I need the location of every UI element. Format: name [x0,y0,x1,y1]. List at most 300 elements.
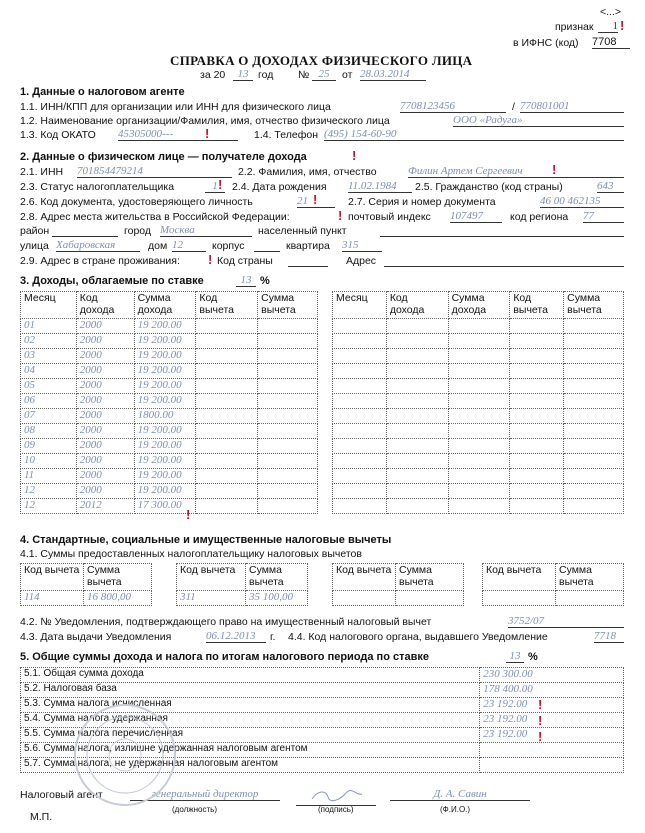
s4-notice: 3752/07 [508,615,624,628]
col-ded-code: Код вычета [333,564,396,591]
number-label: № [298,69,310,81]
income-sum-cell: 19 200.00 [134,469,196,484]
empty-cell [510,454,564,469]
s2-district-label: район [20,225,50,237]
ded-code [333,591,396,606]
footer-mp: М.П. [30,811,53,823]
s4-org-label: 4.4. Код налогового органа, выдавшего Уведомление [288,631,548,643]
s2-status-label: 2.3. Статус налогоплательщика [20,181,175,193]
empty-cell [448,319,510,334]
month-cell: 05 [21,379,77,394]
col-income-sum: Сумма дохода [448,292,510,319]
empty-cell [564,499,624,514]
deduction-sum-cell [258,379,318,394]
income-code-cell: 2012 [76,499,134,514]
empty-cell [333,499,387,514]
s1-name: ООО «Радуга» [453,114,624,127]
s2-korpus-field [254,239,280,252]
income-row-empty [333,364,624,379]
month-cell: 08 [21,424,77,439]
income-row [21,349,318,364]
stamp-icon [70,700,180,810]
month-cell: 09 [21,439,77,454]
deduction-sum-cell [258,349,318,364]
income-code-cell: 2000 [76,349,134,364]
income-row-empty [333,454,624,469]
empty-cell [386,409,448,424]
s4-g: г. [270,631,276,643]
s4-sub: 4.1. Суммы предоставленных налогоплательщику налоговых вычетов [20,548,362,560]
empty-cell [510,499,564,514]
empty-cell [448,379,510,394]
empty-cell [386,319,448,334]
col-month: Месяц [333,292,387,319]
deduction-sum-cell [258,394,318,409]
empty-cell [333,394,387,409]
income-row [21,484,318,499]
income-row-empty [333,334,624,349]
totals-row [21,668,624,683]
s3-rate: 13 [236,274,256,287]
s2-settlement-label: населенный пункт [258,225,347,237]
col-ded-sum: Сумма вычета [246,564,308,591]
deduction-sum-cell [258,424,318,439]
totals-label: 5.7. Сумма налога, не удержанная налоговым агентом [21,758,480,773]
col-ded-code: Код вычета [483,564,556,591]
income-row-empty [333,484,624,499]
empty-cell [510,439,564,454]
income-row [21,364,318,379]
footer-position: генеральный директор [130,788,280,801]
empty-cell [386,424,448,439]
deduction-table-1 [20,563,152,606]
income-sum-cell: 19 200.00 [134,364,196,379]
deduction-code-cell [196,364,258,379]
empty-cell [448,439,510,454]
deduction-table-4 [482,563,624,606]
s1-kpp: 770801001 [520,100,624,113]
col-ded-code: Код вычета [177,564,246,591]
income-row [21,409,318,424]
empty-cell [564,424,624,439]
s2-street: Хабаровская [56,239,140,252]
signature-icon [296,788,376,802]
mark-icon: ! [313,192,318,207]
col-deduction-code: Код вычета [510,292,564,319]
mark-icon: ! [620,18,625,33]
s2-citizen-label: 2.5. Гражданство (код страны) [415,181,563,193]
s2-settlement-field [380,224,624,237]
s2-street-label: улица [20,240,49,252]
col-ded-code: Код вычета [21,564,84,591]
deduction-code-cell [196,424,258,439]
s2-inn: 701854479214 [77,165,232,178]
totals-value: 230 300.00 [480,668,624,683]
month-cell: 07 [21,409,77,424]
deduction-code-cell [196,439,258,454]
deduction-code-cell [196,469,258,484]
month-cell: 10 [21,454,77,469]
mark-icon: ! [552,162,557,177]
s1-okato: 45305000--- [118,128,238,141]
income-row-empty [333,409,624,424]
month-cell: 12 [21,484,77,499]
empty-cell [333,334,387,349]
s1-okato-label: 1.3. Код ОКАТО [20,129,96,141]
s1-name-label: 1.2. Наименование организации/Фамилия, имя, отчество физического лица [20,115,390,127]
empty-cell [386,349,448,364]
s4-org: 7718 [594,630,624,643]
col-income-sum: Сумма дохода [134,292,196,319]
s2-citizen: 643 [597,180,624,193]
ded-code: 311 [177,591,246,606]
s2-district-field [52,224,118,237]
empty-cell [510,364,564,379]
income-row [21,469,318,484]
totals-label: 5.6. Сумма налога, излишне удержанная налоговым агентом [21,743,480,758]
totals-label: 5.5. Сумма налога перечисленная [21,728,480,743]
empty-cell [564,469,624,484]
empty-cell [564,349,624,364]
empty-cell [510,334,564,349]
empty-cell [510,409,564,424]
income-row-empty [333,469,624,484]
empty-cell [448,424,510,439]
deduction-code-cell [196,349,258,364]
s1-inn-label: 1.1. ИНН/КПП для организации или ИНН для физического лица [20,101,331,113]
empty-cell [333,424,387,439]
header-date: 28.03.2014 [360,68,426,81]
month-cell: 12 [21,499,77,514]
mark-icon: ! [338,208,343,223]
s2-city-label: город [124,225,152,237]
s4-date: 06.12.2013 [206,630,266,643]
deduction-table-3 [332,563,464,606]
deduction-sum-cell [258,409,318,424]
s2-country-label: Код страны [217,255,273,267]
totals-value: 178 400.00 [480,683,624,698]
col-income-code: Код дохода [386,292,448,319]
empty-cell [448,409,510,424]
mark-icon: ! [205,126,210,141]
mark-icon: ! [218,177,223,192]
s3-pct: % [260,275,270,287]
s2-fio: Филин Артем Сергеевич [408,165,624,178]
deduction-sum-cell [258,499,318,514]
totals-label: 5.2. Налоговая база [21,683,480,698]
deduction-code-cell [196,319,258,334]
totals-value: 23 192.00 [480,713,624,728]
deduction-code-cell [196,499,258,514]
income-row [21,439,318,454]
ded-sum [556,591,624,606]
empty-cell [448,469,510,484]
col-ded-sum: Сумма вычета [556,564,624,591]
income-row [21,334,318,349]
income-sum-cell: 19 200.00 [134,454,196,469]
deduction-sum-cell [258,364,318,379]
s2-foreign-label: 2.9. Адрес в стране проживания: [20,255,180,267]
ifns-value: 7708 [592,36,630,49]
ded-sum: 35 100,00 [246,591,308,606]
income-row [21,424,318,439]
s1-inn: 7708123456 [400,100,506,113]
s1-phone-label: 1.4. Телефон [254,129,318,141]
income-row [21,454,318,469]
mark-icon: ! [538,729,543,744]
deduction-code-cell [196,334,258,349]
ded-code [483,591,556,606]
month-cell: 04 [21,364,77,379]
income-row-empty [333,349,624,364]
s2-series-label: 2.7. Серия и номер документа [348,196,496,208]
income-code-cell: 2000 [76,379,134,394]
ded-code: 114 [21,591,84,606]
section3-heading: 3. Доходы, облагаемые по ставке [20,275,204,287]
income-sum-cell: 19 200.00 [134,379,196,394]
footer-position-caption: (должность) [172,805,217,814]
empty-cell [386,439,448,454]
year-suffix: год [258,69,274,81]
deduction-sum-cell [258,319,318,334]
empty-cell [333,454,387,469]
empty-cell [510,469,564,484]
empty-cell [564,379,624,394]
empty-cell [333,364,387,379]
income-code-cell: 2000 [76,484,134,499]
footer-fio-caption: (Ф.И.О.) [440,805,471,814]
empty-cell [386,499,448,514]
s2-address-field [384,254,624,267]
s2-series: 46 00 462135 [540,195,624,208]
deduction-sum-cell [258,469,318,484]
s2-status: 1 [205,180,225,193]
s2-dob: 11.02.1984 [348,180,412,193]
s2-korpus-label: корпус [212,240,245,252]
section4-heading: 4. Стандартные, социальные и имущественные налоговые вычеты [20,534,392,546]
ded-sum [396,591,464,606]
empty-cell [333,319,387,334]
month-cell: 03 [21,349,77,364]
mark-icon: ! [186,507,191,522]
s2-index-label: почтовый индекс [348,211,431,223]
income-code-cell: 2000 [76,319,134,334]
income-sum-cell: 17 300.00 [134,499,196,514]
page-title: СПРАВКА О ДОХОДАХ ФИЗИЧЕСКОГО ЛИЦА [170,53,473,68]
deduction-sum-cell [258,334,318,349]
empty-cell [448,349,510,364]
col-income-code: Код дохода [76,292,134,319]
income-sum-cell: 19 200.00 [134,334,196,349]
empty-cell [386,454,448,469]
deduction-table-2 [176,563,308,606]
empty-cell [448,334,510,349]
s2-fio-label: 2.2. Фамилия, имя, отчество [238,166,377,178]
empty-cell [386,364,448,379]
empty-cell [386,484,448,499]
income-sum-cell: 19 200.00 [134,484,196,499]
empty-cell [564,394,624,409]
income-code-cell: 2000 [76,454,134,469]
section5-heading: 5. Общие суммы дохода и налога по итогам налогового периода по ставке [20,651,429,663]
totals-label: 5.3. Сумма налога исчисленная [21,698,480,713]
empty-cell [386,394,448,409]
priznak-value: 1 [598,20,618,33]
s2-inn-label: 2.1. ИНН [20,166,64,178]
col-month: Месяц [21,292,77,319]
income-sum-cell: 19 200.00 [134,424,196,439]
s2-apt: 315 [342,239,382,252]
empty-cell [386,469,448,484]
s2-region: 77 [583,210,624,223]
income-code-cell: 2000 [76,424,134,439]
totals-label: 5.1. Общая сумма дохода [21,668,480,683]
s4-date-label: 4.3. Дата выдачи Уведомления [20,631,172,643]
s5-rate: 13 [506,650,524,663]
income-code-cell: 2000 [76,364,134,379]
month-cell: 11 [21,469,77,484]
mark-icon: ! [538,713,543,728]
s2-house-label: дом [148,240,168,252]
empty-cell [564,319,624,334]
footer-agent-label: Налоговый агент [20,789,103,801]
deduction-sum-cell [258,454,318,469]
section2-heading: 2. Данные о физическом лице — получателе дохода [20,151,307,163]
footer-signature-caption: (подпись) [318,805,354,814]
empty-cell [564,409,624,424]
empty-cell [333,484,387,499]
year-for-label: за 20 [200,69,226,81]
income-row-empty [333,379,624,394]
empty-cell [564,334,624,349]
mark-icon: ! [208,252,213,267]
empty-cell [448,454,510,469]
deduction-code-cell [196,394,258,409]
income-row-empty [333,319,624,334]
empty-cell [333,379,387,394]
empty-cell [448,394,510,409]
date-from-label: от [342,69,353,81]
income-row [21,379,318,394]
s2-city: Москва [160,224,252,237]
month-cell: 06 [21,394,77,409]
totals-value: 23 192.00 [480,698,624,713]
income-row [21,499,318,514]
mark-icon: ! [538,697,543,712]
number-value: 25 [312,68,336,81]
col-ded-sum: Сумма вычета [396,564,464,591]
deduction-code-cell [196,484,258,499]
deduction-code-cell [196,379,258,394]
empty-cell [564,439,624,454]
deduction-sum-cell [258,439,318,454]
income-row [21,394,318,409]
empty-cell [564,364,624,379]
income-code-cell: 2000 [76,469,134,484]
income-table-right [332,291,624,514]
s2-country-field [288,254,328,267]
col-deduction-code: Код вычета [196,292,258,319]
income-table-left [20,291,318,514]
totals-value [480,758,624,773]
empty-cell [386,334,448,349]
empty-cell [386,379,448,394]
empty-cell [510,319,564,334]
footer-fio: Д. А. Савин [390,788,530,801]
s1-phone: (495) 154-60-90 [324,128,624,141]
signature-field [296,788,376,806]
s2-dob-label: 2.4. Дата рождения [232,181,327,193]
s5-pct: % [528,651,538,663]
priznak-label: признак [555,21,594,33]
ifns-label: в ИФНС (код) [513,37,579,49]
deduction-code-cell [196,454,258,469]
income-row-empty [333,499,624,514]
s4-notice-label: 4.2. № Уведомления, подтверждающего право на имущественный налоговый вычет [20,616,432,628]
s2-region-label: код региона [510,211,569,223]
income-code-cell: 2000 [76,409,134,424]
empty-cell [564,484,624,499]
empty-cell [333,409,387,424]
empty-cell [448,364,510,379]
totals-value [480,743,624,758]
s2-addr-label: 2.8. Адрес места жительства в Российской Федерации: [20,211,290,223]
income-sum-cell: 19 200.00 [134,439,196,454]
empty-cell [448,499,510,514]
empty-cell [564,454,624,469]
totals-row [21,683,624,698]
s2-index: 107497 [450,210,502,223]
income-row [21,319,318,334]
empty-cell [510,484,564,499]
empty-cell [333,439,387,454]
income-row-empty [333,439,624,454]
income-code-cell: 2000 [76,394,134,409]
empty-cell [510,394,564,409]
income-code-cell: 2000 [76,439,134,454]
empty-cell [448,484,510,499]
empty-cell [510,379,564,394]
col-deduction-sum: Сумма вычета [258,292,318,319]
income-sum-cell: 19 200.00 [134,349,196,364]
empty-cell [333,349,387,364]
income-sum-cell: 19 200.00 [134,319,196,334]
empty-cell [333,469,387,484]
s2-doc: 21 [297,195,335,208]
s2-house: 12 [172,239,206,252]
income-row-empty [333,394,624,409]
s2-address-label: Адрес [346,255,377,267]
deduction-code-cell [196,409,258,424]
empty-cell [510,349,564,364]
month-cell: 02 [21,334,77,349]
section1-heading: 1. Данные о налоговом агенте [20,86,185,98]
totals-value: 23 192.00 [480,728,624,743]
income-code-cell: 2000 [76,334,134,349]
col-ded-sum: Сумма вычета [84,564,152,591]
mark-icon: ! [352,148,357,163]
s1-slash: / [512,101,515,113]
year-value: 13 [233,68,253,81]
s2-doc-label: 2.6. Код документа, удостоверяющего личность [20,196,253,208]
col-deduction-sum: Сумма вычета [564,292,624,319]
income-sum-cell: 1800.00 [134,409,196,424]
form-code: <...> [600,6,622,18]
month-cell: 01 [21,319,77,334]
ded-sum: 16 800,00 [84,591,152,606]
deduction-sum-cell [258,484,318,499]
income-sum-cell: 19 200.00 [134,394,196,409]
